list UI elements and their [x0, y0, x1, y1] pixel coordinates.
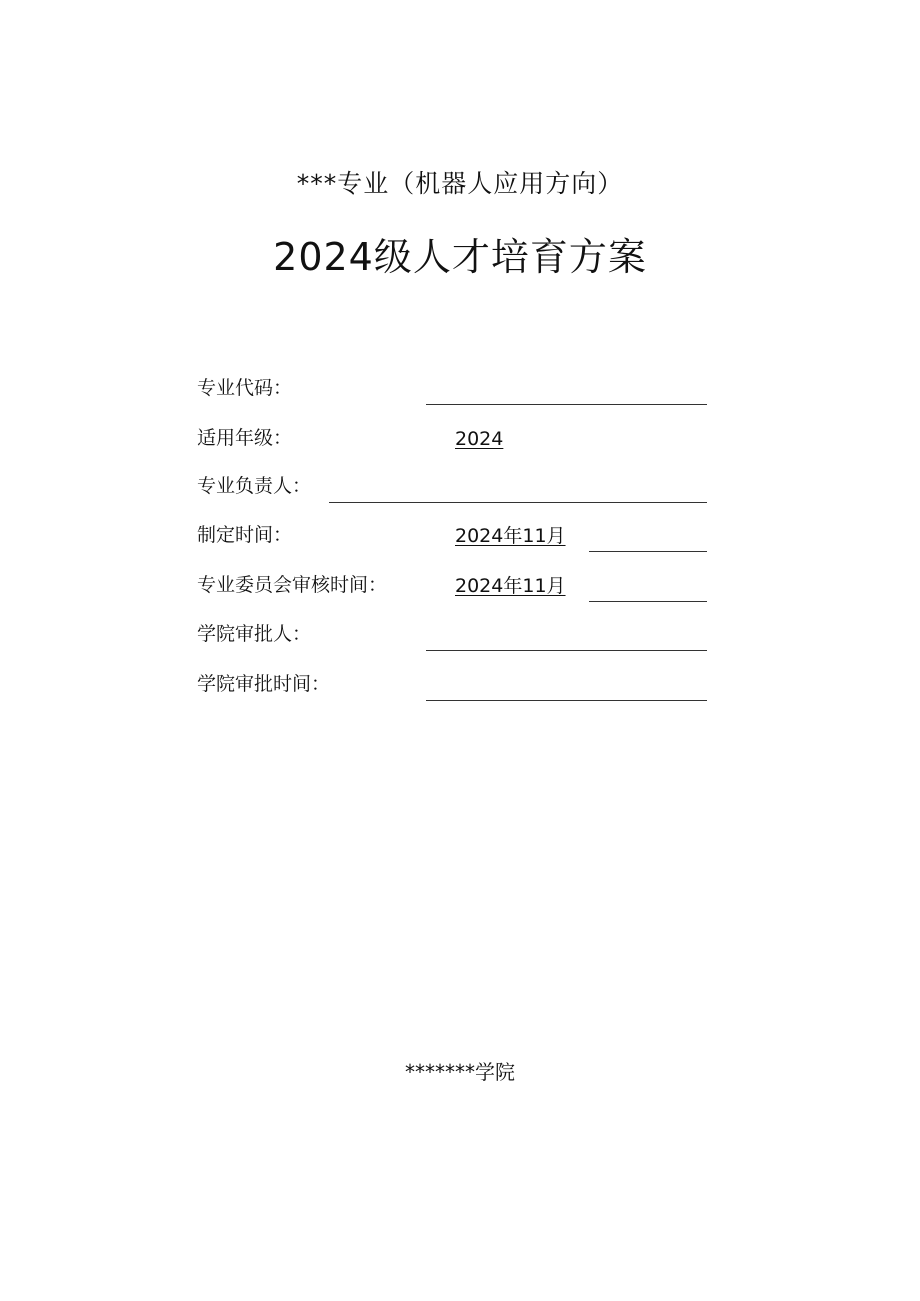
committee-review-time-label: 专业委员会审核时间： — [197, 574, 388, 596]
formulated-time-value: 2024年11月 — [455, 525, 566, 547]
grade-value: 2024 — [455, 428, 504, 450]
field-major-code — [197, 371, 707, 405]
college-approval-time-label: 学院审批时间： — [197, 673, 331, 695]
formulated-time-label: 制定时间： — [197, 524, 293, 546]
field-college-approver — [197, 617, 707, 651]
grade-label: 适用年级： — [197, 427, 293, 449]
program-subtitle: ***专业（机器人应用方向） — [296, 169, 624, 198]
major-head-label: 专业负责人： — [197, 475, 312, 497]
field-college-approval-time — [197, 667, 707, 701]
committee-review-time-value: 2024年11月 — [455, 575, 566, 597]
field-major-head — [197, 469, 707, 503]
formulated-time-blank-line — [589, 551, 707, 552]
field-committee-review-time — [197, 568, 707, 602]
committee-review-time-blank-line — [589, 601, 707, 602]
field-formulated-time — [197, 518, 707, 552]
major-code-blank-line — [426, 404, 707, 405]
page-title: 2024级人才培育方案 — [273, 235, 647, 279]
major-code-label: 专业代码： — [197, 377, 293, 399]
college-approver-blank-line — [426, 650, 707, 651]
field-grade — [197, 421, 707, 455]
college-approval-time-blank-line — [426, 700, 707, 701]
major-head-blank-line — [329, 502, 707, 503]
college-approver-label: 学院审批人： — [197, 623, 312, 645]
college-name: *******学院 — [405, 1060, 515, 1084]
